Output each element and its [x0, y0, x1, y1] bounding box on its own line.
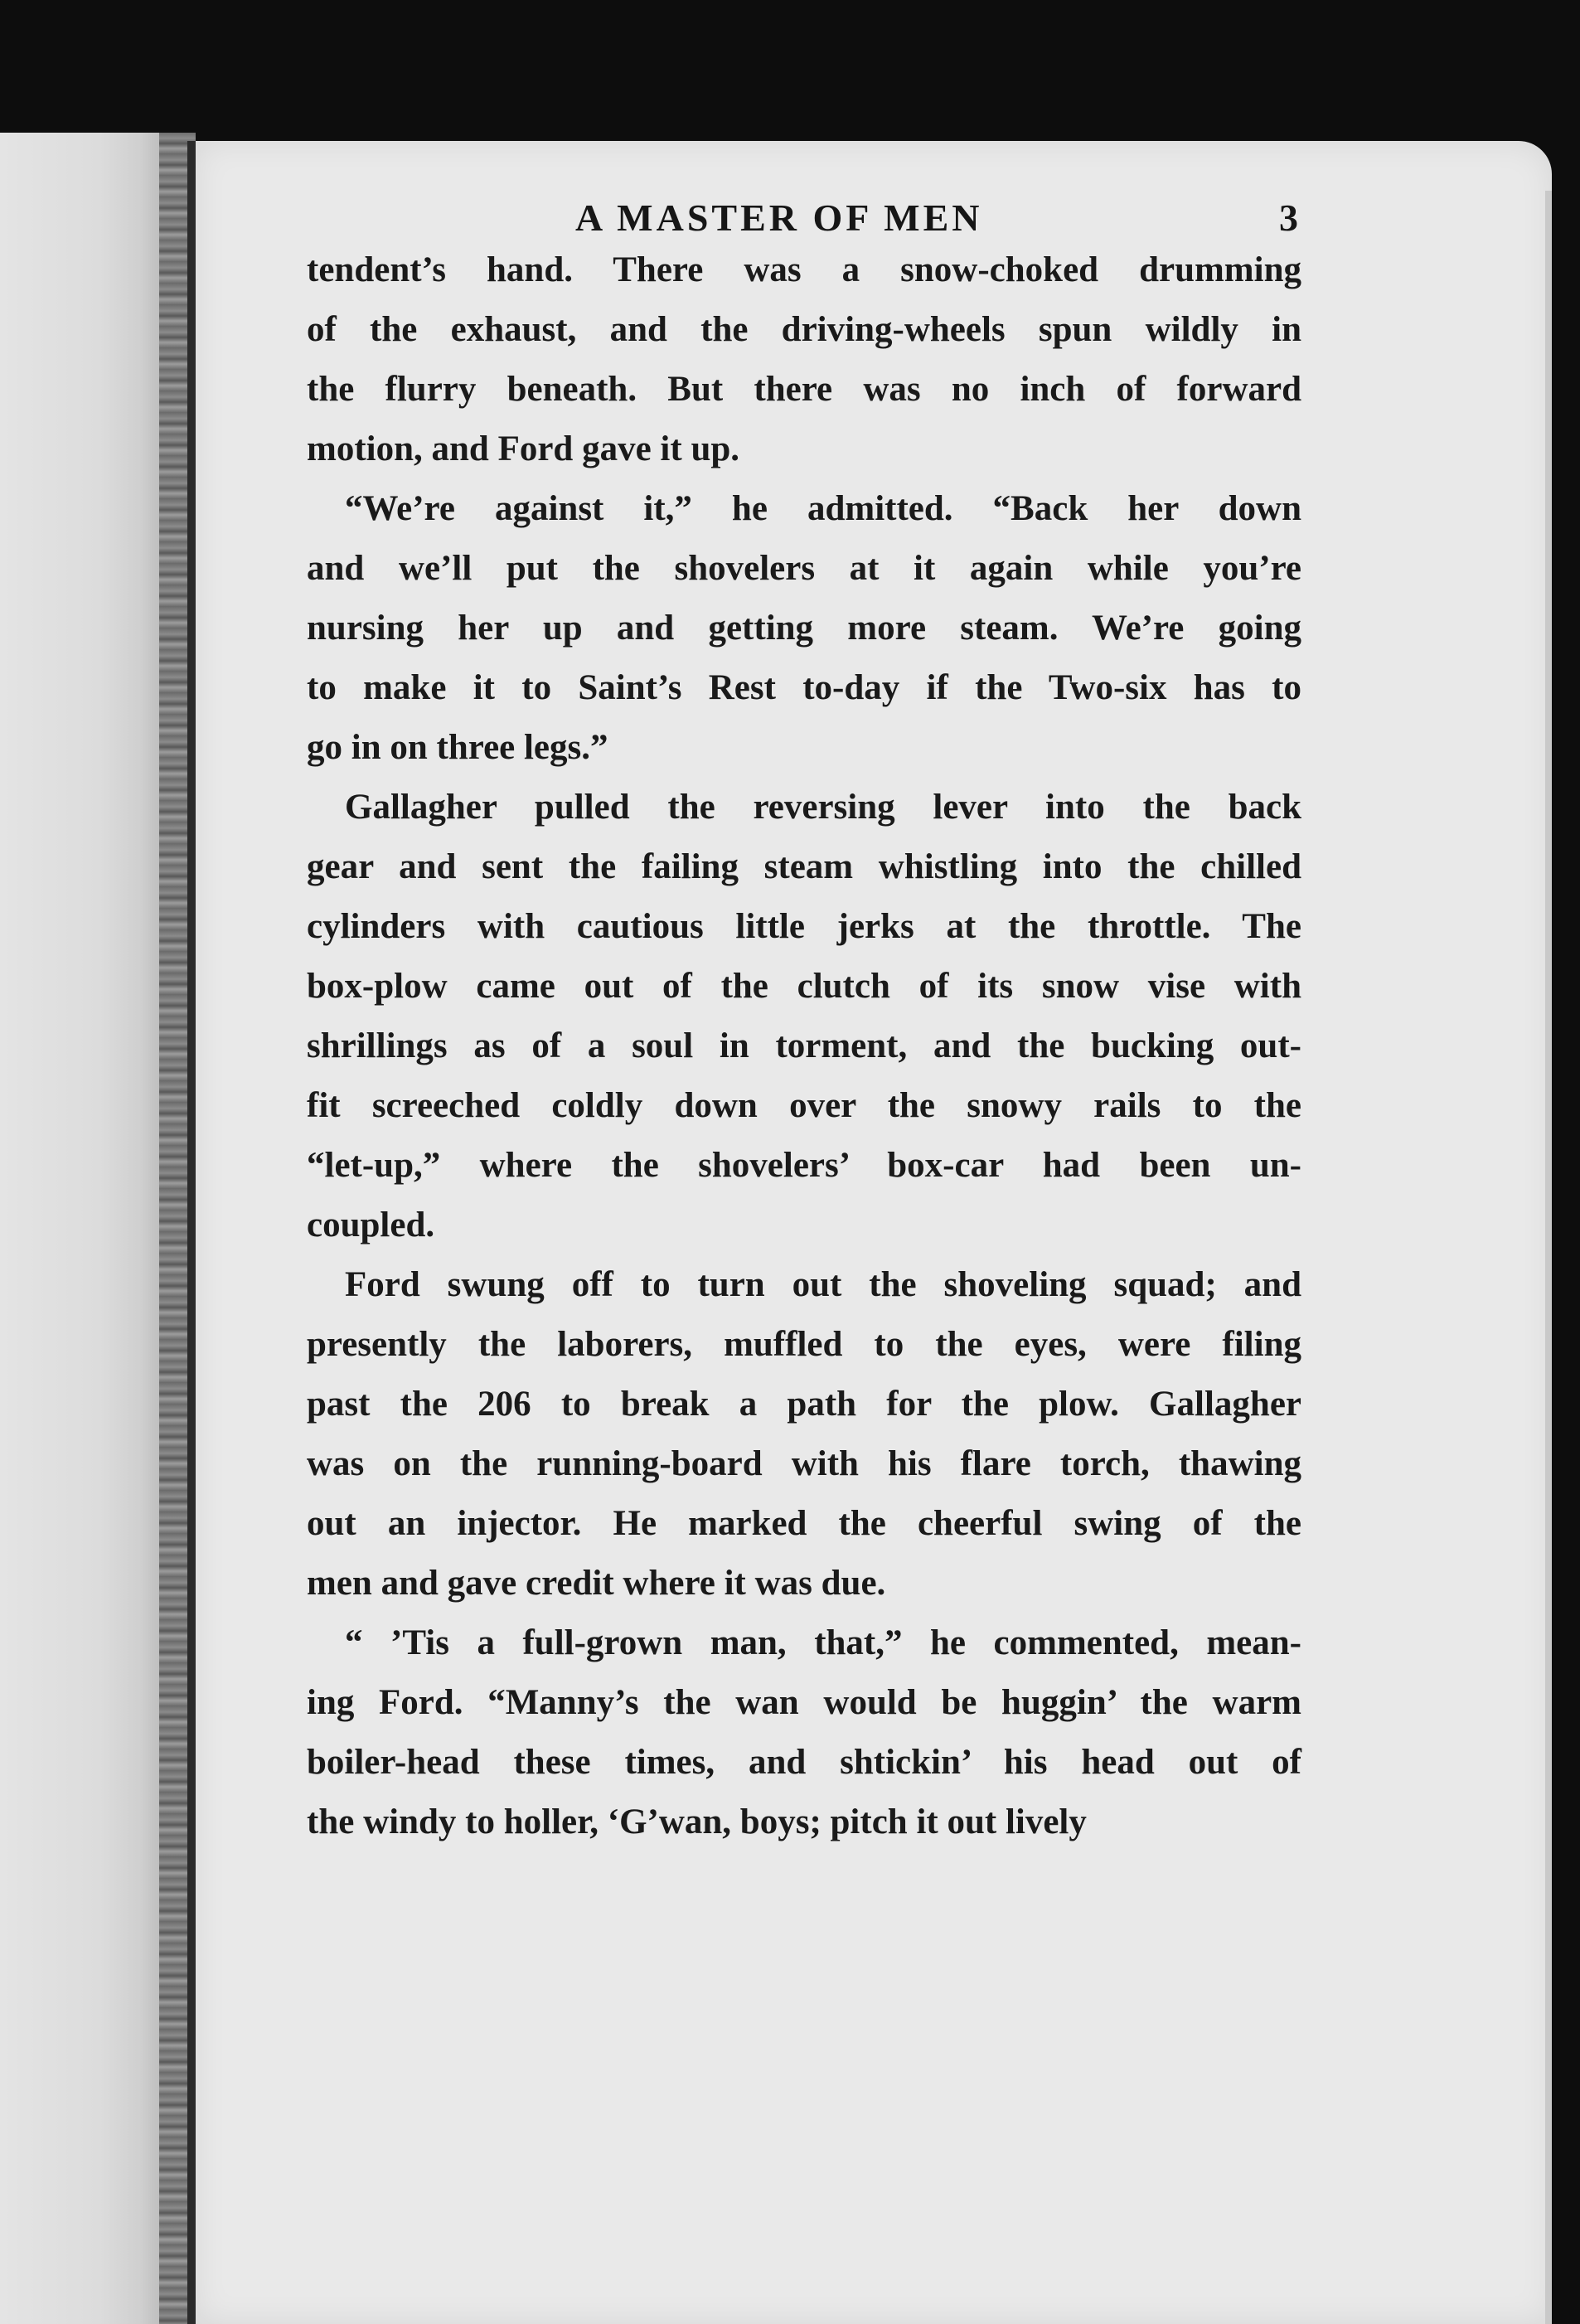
text-line: gear and sent the failing steam whistling into the chilled	[307, 847, 1301, 886]
text-line: the windy to holler, ‘G’wan, boys; pitch it out lively	[307, 1802, 1087, 1841]
text-line: Ford swung off to turn out the shoveling squad; and	[345, 1265, 1301, 1304]
text-line: tendent’s hand. There was a snow-choked drumming	[307, 250, 1301, 289]
text-line: “let-up,” where the shovelers’ box-car had been un-	[307, 1146, 1301, 1185]
text-line: motion, and Ford gave it up.	[307, 429, 740, 468]
text-line: coupled.	[307, 1206, 435, 1244]
text-line: presently the laborers, muffled to the eyes, were filing	[307, 1325, 1301, 1364]
paragraph	[307, 479, 1301, 778]
text-line: to make it to Saint’s Rest to-day if the Two-six has to	[307, 668, 1301, 707]
running-title: A MASTER OF MEN	[575, 196, 983, 239]
paragraph	[307, 1613, 1301, 1852]
text-line: cylinders with cautious little jerks at the throttle. The	[307, 907, 1301, 946]
text-line: box-plow came out of the clutch of its snow vise with	[307, 967, 1301, 1006]
text-line: shrillings as of a soul in torment, and the bucking out-	[307, 1026, 1301, 1065]
paragraph	[307, 240, 1301, 479]
text-line: the flurry beneath. But there was no inch of forward	[307, 370, 1301, 409]
text-line: and we’ll put the shovelers at it again while you’re	[307, 549, 1301, 588]
text-line: men and gave credit where it was due.	[307, 1564, 886, 1603]
text-line: go in on three legs.”	[307, 728, 608, 767]
text-line: “ ’Tis a full-grown man, that,” he commented, mean-	[345, 1623, 1301, 1662]
body-text	[307, 240, 1301, 1852]
paragraph	[307, 778, 1301, 1255]
text-line: nursing her up and getting more steam. We’re going	[307, 609, 1301, 648]
text-line: out an injector. He marked the cheerful swing of the	[307, 1504, 1301, 1543]
text-line: past the 206 to break a path for the plow. Gallagher	[307, 1385, 1301, 1424]
page-number: 3	[1279, 196, 1301, 239]
facing-page-edge	[0, 133, 166, 2324]
text-line: Gallagher pulled the reversing lever into the back	[345, 788, 1301, 827]
text-line: was on the running-board with his flare torch, thawing	[307, 1444, 1301, 1483]
text-line: boiler-head these times, and shtickin’ his head out of	[307, 1743, 1301, 1782]
text-line: fit screeched coldly down over the snowy rails to the	[307, 1086, 1301, 1125]
page-right-edge	[1545, 191, 1552, 2324]
text-line: of the exhaust, and the driving-wheels spun wildly in	[307, 310, 1301, 349]
paragraph	[307, 1255, 1301, 1613]
text-line: ing Ford. “Manny’s the wan would be huggin’ the warm	[307, 1683, 1301, 1722]
text-line: “We’re against it,” he admitted. “Back her down	[345, 489, 1301, 528]
